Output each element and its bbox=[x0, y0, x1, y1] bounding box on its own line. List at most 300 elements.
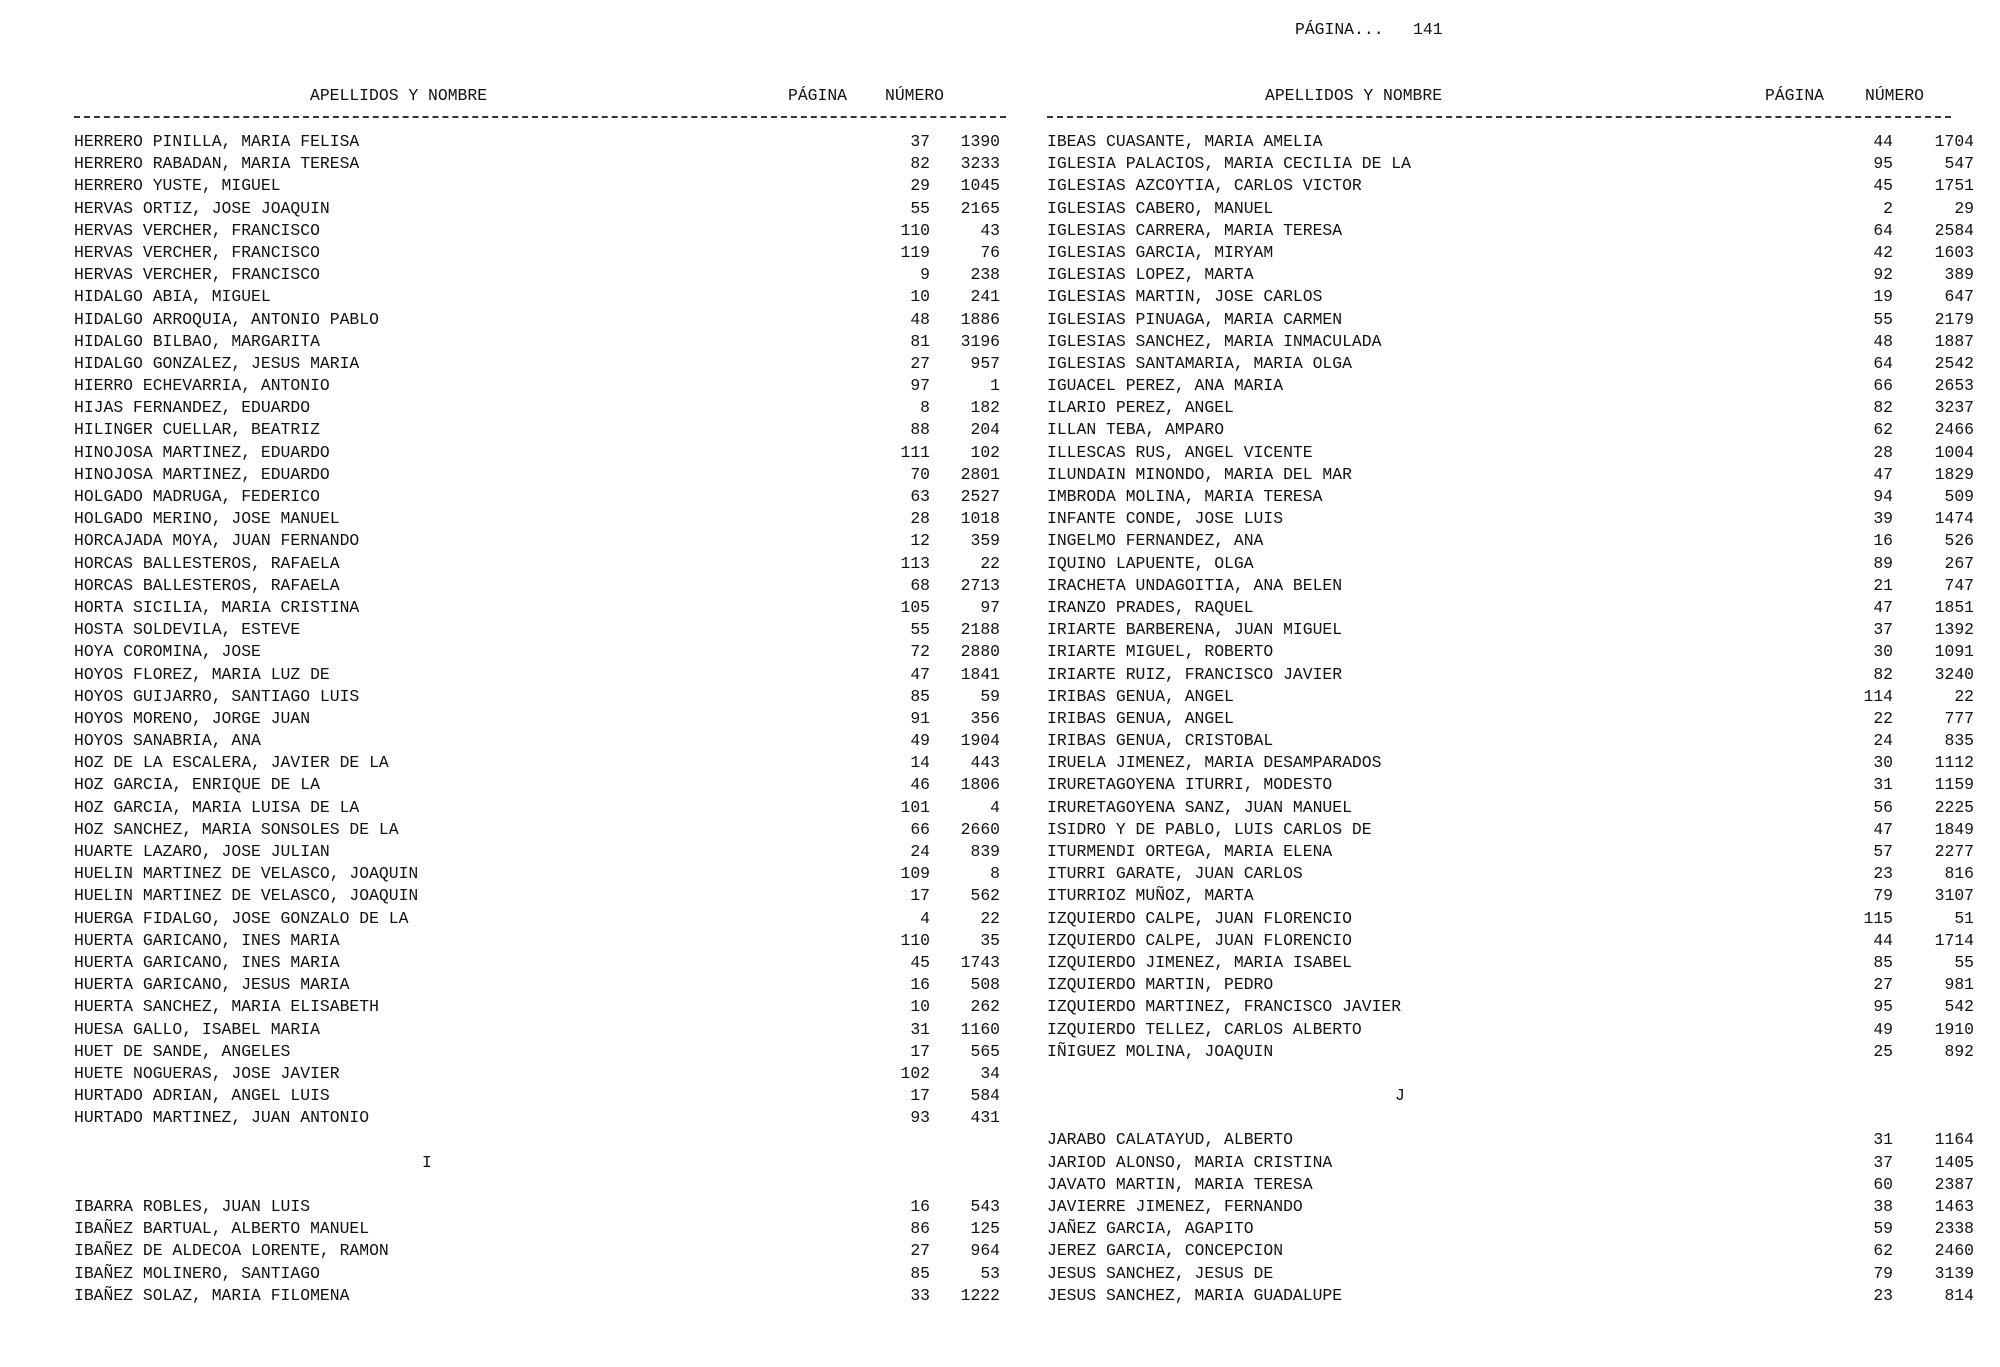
entry-number: 76 bbox=[980, 242, 1000, 262]
entry-number: 102 bbox=[970, 442, 1000, 462]
entry-number: 964 bbox=[970, 1241, 1000, 1261]
blank-row bbox=[1047, 1063, 1951, 1085]
entry-name: HORCAS BALLESTEROS, RAFAELA bbox=[74, 575, 340, 595]
table-row bbox=[1047, 442, 1974, 464]
entry-number: 1851 bbox=[1934, 597, 1974, 617]
entry-page: 47 bbox=[1873, 597, 1893, 617]
entry-name: HOLGADO MADRUGA, FEDERICO bbox=[74, 487, 320, 506]
entry-page: 44 bbox=[1873, 930, 1893, 950]
table-row bbox=[1047, 908, 1974, 930]
table-row bbox=[1047, 1263, 1974, 1285]
entry-number: 3139 bbox=[1934, 1263, 1974, 1283]
table-row bbox=[1047, 198, 1974, 220]
table-row bbox=[74, 841, 1006, 863]
entry-name: HERRERO RABADAN, MARIA TERESA bbox=[74, 154, 360, 174]
entry-name: HILINGER CUELLAR, BEATRIZ bbox=[74, 420, 320, 440]
entry-name: HUETE NOGUERAS, JOSE JAVIER bbox=[74, 1063, 340, 1083]
entry-page: 45 bbox=[1873, 176, 1893, 196]
entry-number: 526 bbox=[1944, 531, 1974, 551]
entry-page: 25 bbox=[1873, 1041, 1893, 1061]
entry-name: JESUS SANCHEZ, JESUS DE bbox=[1047, 1263, 1274, 1283]
entry-list bbox=[1047, 131, 1974, 1307]
entry-name: HOYOS SANABRIA, ANA bbox=[74, 731, 261, 751]
table-row bbox=[1047, 264, 1974, 286]
table-row bbox=[1047, 974, 1974, 996]
entry-name: HOLGADO MERINO, JOSE MANUEL bbox=[74, 509, 340, 529]
table-row bbox=[74, 1041, 1006, 1063]
table-row bbox=[74, 242, 1006, 264]
entry-page: 111 bbox=[900, 442, 930, 462]
entry-name: JAÑEZ GARCIA, AGAPITO bbox=[1047, 1219, 1254, 1239]
table-row bbox=[74, 264, 1006, 286]
entry-number: 1405 bbox=[1934, 1152, 1974, 1172]
entry-name: IBAÑEZ SOLAZ, MARIA FILOMENA bbox=[74, 1285, 350, 1305]
entry-page: 49 bbox=[1873, 1019, 1893, 1039]
entry-number: 892 bbox=[1944, 1041, 1974, 1061]
entry-number: 1704 bbox=[1934, 132, 1974, 151]
table-row bbox=[74, 664, 1006, 686]
entry-number: 1474 bbox=[1934, 509, 1974, 529]
header-name: APELLIDOS Y NOMBRE bbox=[310, 86, 488, 105]
entry-name: HURTADO ADRIAN, ANGEL LUIS bbox=[74, 1086, 330, 1106]
entry-page: 37 bbox=[1873, 1152, 1893, 1172]
entry-number: 359 bbox=[970, 531, 1000, 551]
entry-page: 63 bbox=[910, 487, 930, 506]
entry-page: 17 bbox=[910, 886, 930, 906]
table-row bbox=[74, 863, 1006, 885]
entry-number: 8 bbox=[990, 864, 1000, 884]
entry-number: 2527 bbox=[960, 487, 1000, 506]
entry-name: HINOJOSA MARTINEZ, EDUARDO bbox=[74, 464, 330, 484]
entry-name: HIERRO ECHEVARRIA, ANTONIO bbox=[74, 376, 330, 396]
table-row bbox=[74, 686, 1006, 708]
entry-number: 1159 bbox=[1934, 775, 1974, 795]
table-row bbox=[1047, 553, 1974, 575]
entry-page: 88 bbox=[910, 420, 930, 440]
entry-number: 29 bbox=[1954, 198, 1974, 218]
entry-page: 47 bbox=[1873, 464, 1893, 484]
entry-name: IÑIGUEZ MOLINA, JOAQUIN bbox=[1047, 1041, 1274, 1061]
entry-name: HOYOS GUIJARRO, SANTIAGO LUIS bbox=[74, 686, 360, 706]
table-row bbox=[1047, 996, 1974, 1018]
table-row bbox=[74, 131, 1006, 153]
table-row bbox=[1047, 1019, 1974, 1041]
table-row bbox=[74, 375, 1006, 397]
entry-page: 12 bbox=[910, 531, 930, 551]
entry-name: HORTA SICILIA, MARIA CRISTINA bbox=[74, 597, 360, 617]
table-row bbox=[74, 175, 1006, 197]
entry-number: 2880 bbox=[960, 642, 1000, 662]
entry-page: 28 bbox=[1873, 442, 1893, 462]
entry-number: 1222 bbox=[960, 1285, 1000, 1305]
entry-number: 1886 bbox=[960, 309, 1000, 329]
entry-name: IRIARTE RUIZ, FRANCISCO JAVIER bbox=[1047, 664, 1343, 684]
table-row bbox=[1047, 508, 1974, 530]
entry-number: 1603 bbox=[1934, 242, 1974, 262]
table-row bbox=[1047, 664, 1974, 686]
entry-number: 1164 bbox=[1934, 1130, 1974, 1150]
entry-page: 113 bbox=[900, 553, 930, 573]
table-row bbox=[1047, 1129, 1974, 1151]
entry-name: HOZ SANCHEZ, MARIA SONSOLES DE LA bbox=[74, 819, 399, 839]
entry-page: 10 bbox=[910, 287, 930, 307]
entry-number: 2277 bbox=[1934, 842, 1974, 861]
entry-page: 91 bbox=[910, 708, 930, 728]
entry-number: 1904 bbox=[960, 731, 1000, 751]
entry-number: 22 bbox=[980, 553, 1000, 573]
entry-page: 95 bbox=[1873, 154, 1893, 174]
entry-name: HIDALGO BILBAO, MARGARITA bbox=[74, 331, 320, 351]
table-row bbox=[1047, 1285, 1974, 1307]
entry-name: ILARIO PEREZ, ANGEL bbox=[1047, 398, 1234, 418]
entry-number: 839 bbox=[970, 842, 1000, 861]
table-row bbox=[1047, 353, 1974, 375]
entry-page: 79 bbox=[1873, 1263, 1893, 1283]
entry-name: HOYA COROMINA, JOSE bbox=[74, 642, 261, 662]
entry-page: 56 bbox=[1873, 797, 1893, 817]
entry-page: 57 bbox=[1873, 842, 1893, 861]
entry-page: 16 bbox=[910, 975, 930, 995]
entry-number: 2584 bbox=[1934, 220, 1974, 240]
entry-name: IBAÑEZ DE ALDECOA LORENTE, RAMON bbox=[74, 1241, 389, 1261]
entry-number: 547 bbox=[1944, 154, 1974, 174]
table-row bbox=[74, 641, 1006, 663]
entry-number: 2660 bbox=[960, 819, 1000, 839]
entry-name: HOZ DE LA ESCALERA, JAVIER DE LA bbox=[74, 753, 389, 773]
entry-number: 814 bbox=[1944, 1285, 1974, 1305]
entry-name: IGLESIAS GARCIA, MIRYAM bbox=[1047, 242, 1274, 262]
entry-page: 4 bbox=[920, 908, 930, 928]
entry-page: 55 bbox=[910, 198, 930, 218]
table-row bbox=[1047, 309, 1974, 331]
entry-page: 10 bbox=[910, 997, 930, 1017]
dashed-divider bbox=[1047, 116, 1951, 118]
table-row bbox=[1047, 797, 1974, 819]
entry-page: 60 bbox=[1873, 1174, 1893, 1194]
table-row bbox=[74, 464, 1006, 486]
entry-page: 17 bbox=[910, 1086, 930, 1106]
entry-name: HUERTA GARICANO, JESUS MARIA bbox=[74, 975, 350, 995]
entry-name: IBARRA ROBLES, JUAN LUIS bbox=[74, 1197, 311, 1216]
entry-number: 543 bbox=[970, 1197, 1000, 1216]
table-row bbox=[1047, 286, 1974, 308]
table-row bbox=[1047, 375, 1974, 397]
entry-number: 2338 bbox=[1934, 1219, 1974, 1239]
table-row bbox=[74, 331, 1006, 353]
table-row bbox=[74, 419, 1006, 441]
entry-number: 508 bbox=[970, 975, 1000, 995]
entry-name: IZQUIERDO CALPE, JUAN FLORENCIO bbox=[1047, 908, 1352, 928]
table-row bbox=[1047, 1152, 1974, 1174]
entry-name: IRIBAS GENUA, ANGEL bbox=[1047, 686, 1234, 706]
entry-page: 102 bbox=[900, 1063, 930, 1083]
table-row bbox=[74, 1263, 1006, 1285]
entry-page: 45 bbox=[910, 952, 930, 972]
entry-page: 30 bbox=[1873, 753, 1893, 773]
entry-name: IRIARTE MIGUEL, ROBERTO bbox=[1047, 642, 1274, 662]
entry-number: 34 bbox=[980, 1063, 1000, 1083]
entry-page: 16 bbox=[910, 1197, 930, 1216]
entry-page: 85 bbox=[910, 1263, 930, 1283]
entry-name: IRURETAGOYENA ITURRI, MODESTO bbox=[1047, 775, 1333, 795]
entry-name: IGLESIAS CABERO, MANUEL bbox=[1047, 198, 1274, 218]
entry-name: JARABO CALATAYUD, ALBERTO bbox=[1047, 1130, 1293, 1150]
entry-page: 37 bbox=[1873, 620, 1893, 640]
table-row bbox=[1047, 1196, 1974, 1218]
entry-name: IGLESIAS PINUAGA, MARIA CARMEN bbox=[1047, 309, 1343, 329]
entry-number: 3233 bbox=[960, 154, 1000, 174]
entry-number: 1004 bbox=[1934, 442, 1974, 462]
table-row bbox=[1047, 686, 1974, 708]
entry-number: 125 bbox=[970, 1219, 1000, 1239]
entry-number: 3196 bbox=[960, 331, 1000, 351]
table-row bbox=[74, 597, 1006, 619]
entry-number: 1751 bbox=[1934, 176, 1974, 196]
table-row bbox=[1047, 242, 1974, 264]
table-row bbox=[74, 730, 1006, 752]
table-row bbox=[74, 708, 1006, 730]
entry-page: 82 bbox=[910, 154, 930, 174]
entry-name: HERVAS VERCHER, FRANCISCO bbox=[74, 220, 320, 240]
table-row bbox=[1047, 1041, 1974, 1063]
entry-name: JAVATO MARTIN, MARIA TERESA bbox=[1047, 1174, 1313, 1194]
table-row bbox=[1047, 220, 1974, 242]
entry-name: HUERTA GARICANO, INES MARIA bbox=[74, 952, 340, 972]
blank-row bbox=[74, 1129, 1006, 1151]
entry-name: IZQUIERDO CALPE, JUAN FLORENCIO bbox=[1047, 930, 1352, 950]
entry-page: 24 bbox=[910, 842, 930, 861]
entry-name: HIDALGO GONZALEZ, JESUS MARIA bbox=[74, 353, 360, 373]
table-row bbox=[74, 353, 1006, 375]
table-row bbox=[1047, 464, 1974, 486]
entry-page: 30 bbox=[1873, 642, 1893, 662]
entry-number: 2179 bbox=[1934, 309, 1974, 329]
table-row bbox=[1047, 774, 1974, 796]
entry-name: HORCAS BALLESTEROS, RAFAELA bbox=[74, 553, 340, 573]
entry-number: 1887 bbox=[1934, 331, 1974, 351]
entry-number: 22 bbox=[1954, 686, 1974, 706]
entry-page: 85 bbox=[1873, 952, 1893, 972]
dashed-divider bbox=[74, 116, 1006, 118]
entry-name: HUERTA SANCHEZ, MARIA ELISABETH bbox=[74, 997, 379, 1017]
entry-page: 31 bbox=[1873, 1130, 1893, 1150]
entry-name: HURTADO MARTINEZ, JUAN ANTONIO bbox=[74, 1108, 370, 1128]
entry-name: ITURRIOZ MUÑOZ, MARTA bbox=[1047, 886, 1254, 906]
entry-name: HORCAJADA MOYA, JUAN FERNANDO bbox=[74, 531, 360, 551]
entry-number: 1463 bbox=[1934, 1197, 1974, 1216]
entry-number: 1018 bbox=[960, 509, 1000, 529]
table-row bbox=[1047, 1218, 1974, 1240]
entry-page: 14 bbox=[910, 753, 930, 773]
entry-page: 29 bbox=[910, 176, 930, 196]
table-row bbox=[74, 198, 1006, 220]
entry-number: 2801 bbox=[960, 464, 1000, 484]
header-page: PÁGINA bbox=[1765, 86, 1825, 105]
table-row bbox=[74, 1063, 1006, 1085]
header-page: PÁGINA bbox=[788, 86, 848, 105]
entry-name: IRIARTE BARBERENA, JUAN MIGUEL bbox=[1047, 620, 1343, 640]
table-row bbox=[74, 885, 1006, 907]
entry-page: 59 bbox=[1873, 1219, 1893, 1239]
entry-name: IGLESIAS AZCOYTIA, CARLOS VICTOR bbox=[1047, 176, 1362, 196]
page-number-header bbox=[1295, 20, 1443, 39]
entry-page: 37 bbox=[910, 132, 930, 151]
entry-name: IZQUIERDO TELLEZ, CARLOS ALBERTO bbox=[1047, 1019, 1362, 1039]
table-row bbox=[1047, 397, 1974, 419]
entry-number: 1160 bbox=[960, 1019, 1000, 1039]
entry-number: 389 bbox=[1944, 265, 1974, 285]
entry-page: 93 bbox=[910, 1108, 930, 1128]
entry-number: 1806 bbox=[960, 775, 1000, 795]
entry-page: 27 bbox=[1873, 975, 1893, 995]
entry-page: 38 bbox=[1873, 1197, 1893, 1216]
entry-number: 2713 bbox=[960, 575, 1000, 595]
entry-number: 1829 bbox=[1934, 464, 1974, 484]
letter-heading-text: J bbox=[1395, 1086, 1405, 1106]
entry-page: 17 bbox=[910, 1041, 930, 1061]
entry-number: 747 bbox=[1944, 575, 1974, 595]
table-row bbox=[74, 1085, 1006, 1107]
table-row bbox=[1047, 419, 1974, 441]
entry-page: 81 bbox=[910, 331, 930, 351]
table-row bbox=[74, 1285, 1006, 1307]
entry-name: IGLESIAS CARRERA, MARIA TERESA bbox=[1047, 220, 1343, 240]
entry-name: HIJAS FERNANDEZ, EDUARDO bbox=[74, 398, 311, 418]
entry-page: 48 bbox=[910, 309, 930, 329]
entry-name: IRIBAS GENUA, ANGEL bbox=[1047, 708, 1234, 728]
entry-name: HUARTE LAZARO, JOSE JULIAN bbox=[74, 842, 330, 861]
table-row bbox=[74, 553, 1006, 575]
entry-name: JAVIERRE JIMENEZ, FERNANDO bbox=[1047, 1197, 1303, 1216]
entry-page: 114 bbox=[1863, 686, 1893, 706]
table-row bbox=[1047, 885, 1974, 907]
table-row bbox=[74, 486, 1006, 508]
entry-page: 92 bbox=[1873, 265, 1893, 285]
entry-name: HUET DE SANDE, ANGELES bbox=[74, 1041, 291, 1061]
entry-page: 97 bbox=[910, 376, 930, 396]
entry-page: 66 bbox=[1873, 376, 1893, 396]
table-row bbox=[1047, 597, 1974, 619]
entry-number: 1112 bbox=[1934, 753, 1974, 773]
entry-number: 1849 bbox=[1934, 819, 1974, 839]
entry-page: 9 bbox=[920, 265, 930, 285]
entry-page: 64 bbox=[1873, 220, 1893, 240]
letter-heading bbox=[1047, 1085, 1951, 1107]
table-row bbox=[1047, 619, 1974, 641]
entry-page: 68 bbox=[910, 575, 930, 595]
entry-name: IRURETAGOYENA SANZ, JUAN MANUEL bbox=[1047, 797, 1352, 817]
entry-number: 443 bbox=[970, 753, 1000, 773]
entry-name: IGLESIA PALACIOS, MARIA CECILIA DE LA bbox=[1047, 154, 1411, 174]
entry-name: ILUNDAIN MINONDO, MARIA DEL MAR bbox=[1047, 464, 1352, 484]
entry-page: 27 bbox=[910, 1241, 930, 1261]
entry-page: 47 bbox=[1873, 819, 1893, 839]
page-label: PÁGINA... bbox=[1295, 20, 1384, 39]
entry-page: 105 bbox=[900, 597, 930, 617]
entry-number: 509 bbox=[1944, 487, 1974, 506]
entry-page: 16 bbox=[1873, 531, 1893, 551]
entry-number: 59 bbox=[980, 686, 1000, 706]
entry-number: 1392 bbox=[1934, 620, 1974, 640]
entry-number: 55 bbox=[1954, 952, 1974, 972]
entry-number: 1910 bbox=[1934, 1019, 1974, 1039]
entry-number: 1743 bbox=[960, 952, 1000, 972]
entry-name: ISIDRO Y DE PABLO, LUIS CARLOS DE bbox=[1047, 819, 1372, 839]
entry-page: 33 bbox=[910, 1285, 930, 1305]
entry-number: 35 bbox=[980, 930, 1000, 950]
entry-name: HUERGA FIDALGO, JOSE GONZALO DE LA bbox=[74, 908, 409, 928]
entry-page: 24 bbox=[1873, 731, 1893, 751]
entry-name: IBAÑEZ MOLINERO, SANTIAGO bbox=[74, 1263, 320, 1283]
entry-name: HINOJOSA MARTINEZ, EDUARDO bbox=[74, 442, 330, 462]
entry-name: IGLESIAS SANCHEZ, MARIA INMACULADA bbox=[1047, 331, 1382, 351]
entry-number: 182 bbox=[970, 398, 1000, 418]
entry-name: IGLESIAS MARTIN, JOSE CARLOS bbox=[1047, 287, 1323, 307]
entry-number: 2460 bbox=[1934, 1241, 1974, 1261]
table-row bbox=[74, 774, 1006, 796]
entry-page: 8 bbox=[920, 398, 930, 418]
entry-page: 47 bbox=[910, 664, 930, 684]
entry-page: 48 bbox=[1873, 331, 1893, 351]
table-row bbox=[74, 619, 1006, 641]
entry-number: 3237 bbox=[1934, 398, 1974, 418]
table-row bbox=[1047, 930, 1974, 952]
table-row bbox=[74, 530, 1006, 552]
table-row bbox=[74, 220, 1006, 242]
entry-name: JESUS SANCHEZ, MARIA GUADALUPE bbox=[1047, 1285, 1343, 1305]
entry-page: 21 bbox=[1873, 575, 1893, 595]
entry-page: 23 bbox=[1873, 1285, 1893, 1305]
entry-number: 1841 bbox=[960, 664, 1000, 684]
entry-number: 1 bbox=[990, 376, 1000, 396]
entry-number: 2653 bbox=[1934, 376, 1974, 396]
entry-page: 62 bbox=[1873, 1241, 1893, 1261]
entry-name: IZQUIERDO JIMENEZ, MARIA ISABEL bbox=[1047, 952, 1352, 972]
entry-page: 85 bbox=[910, 686, 930, 706]
entry-name: IGUACEL PEREZ, ANA MARIA bbox=[1047, 376, 1284, 396]
entry-number: 2466 bbox=[1934, 420, 1974, 440]
entry-number: 1714 bbox=[1934, 930, 1974, 950]
table-row bbox=[74, 286, 1006, 308]
entry-name: IZQUIERDO MARTIN, PEDRO bbox=[1047, 975, 1274, 995]
entry-number: 3107 bbox=[1934, 886, 1974, 906]
entry-number: 542 bbox=[1944, 997, 1974, 1017]
table-row bbox=[74, 397, 1006, 419]
table-row bbox=[74, 309, 1006, 331]
entry-number: 241 bbox=[970, 287, 1000, 307]
entry-name: IQUINO LAPUENTE, OLGA bbox=[1047, 553, 1254, 573]
table-row bbox=[74, 508, 1006, 530]
entry-number: 51 bbox=[1954, 908, 1974, 928]
entry-page: 27 bbox=[910, 353, 930, 373]
entry-name: HOYOS FLOREZ, MARIA LUZ DE bbox=[74, 664, 330, 684]
entry-page: 86 bbox=[910, 1219, 930, 1239]
table-row bbox=[1047, 486, 1974, 508]
entry-number: 2542 bbox=[1934, 353, 1974, 373]
entry-name: ITURMENDI ORTEGA, MARIA ELENA bbox=[1047, 842, 1333, 861]
entry-page: 44 bbox=[1873, 132, 1893, 151]
entry-name: JEREZ GARCIA, CONCEPCION bbox=[1047, 1241, 1284, 1261]
entry-name: IGLESIAS SANTAMARIA, MARIA OLGA bbox=[1047, 353, 1352, 373]
entry-number: 2165 bbox=[960, 198, 1000, 218]
entry-name: HERVAS VERCHER, FRANCISCO bbox=[74, 265, 320, 285]
entry-name: JARIOD ALONSO, MARIA CRISTINA bbox=[1047, 1152, 1333, 1172]
entry-number: 1390 bbox=[960, 132, 1000, 151]
entry-name: IBEAS CUASANTE, MARIA AMELIA bbox=[1047, 132, 1323, 151]
entry-name: IGLESIAS LOPEZ, MARTA bbox=[1047, 265, 1254, 285]
table-row bbox=[74, 952, 1006, 974]
table-row bbox=[1047, 175, 1974, 197]
